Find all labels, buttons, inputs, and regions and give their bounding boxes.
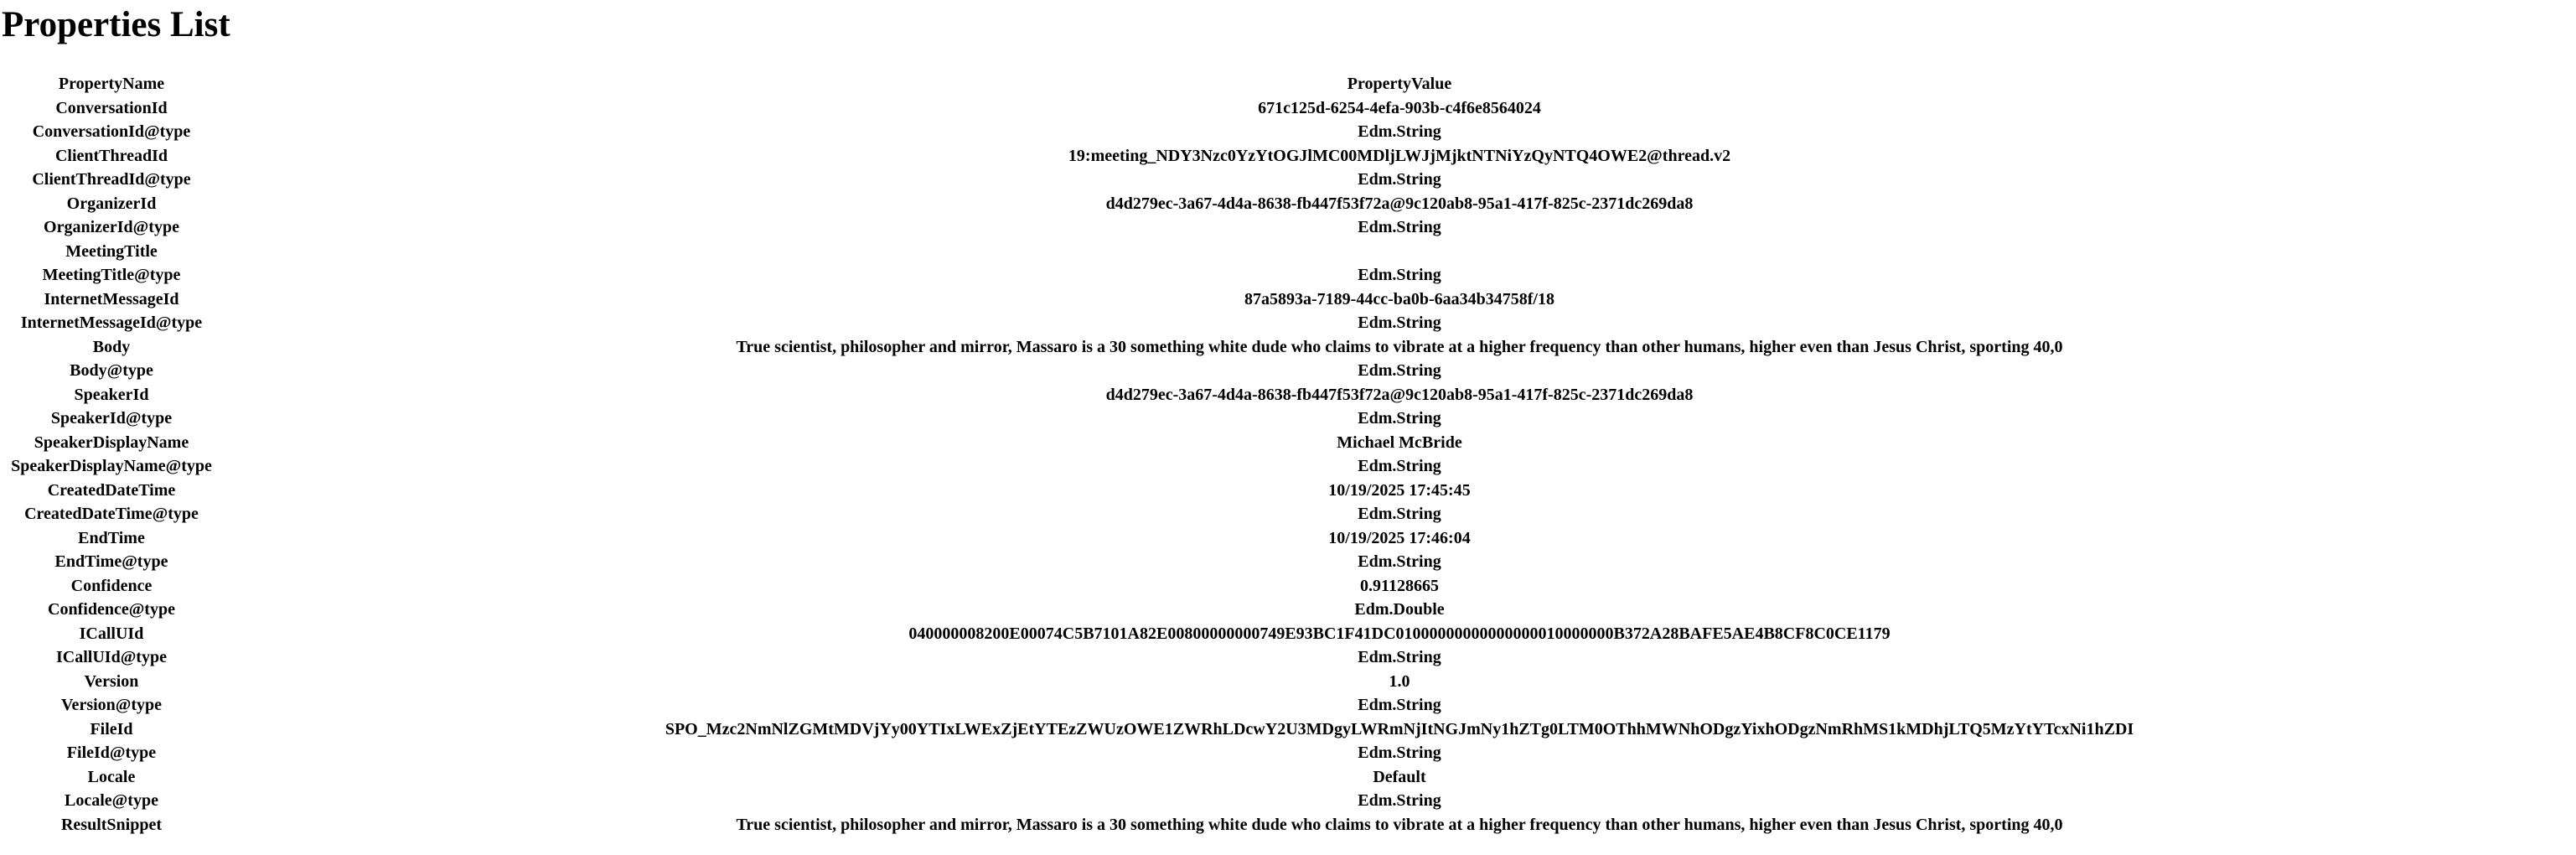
property-value-cell: Default [1373, 767, 1426, 786]
property-name-cell: Confidence [70, 576, 153, 595]
property-name-cell: SpeakerId@type [50, 409, 173, 428]
table-row [0, 670, 2576, 694]
property-name-cell: ResultSnippet [60, 815, 163, 834]
property-value-cell: 1.0 [1389, 671, 1410, 691]
property-name-cell: CreatedDateTime@type [24, 505, 199, 523]
property-value-cell: Edm.String [1358, 266, 1441, 284]
property-value-cell: Edm.String [1358, 122, 1441, 141]
property-name-cell: SpeakerId [74, 385, 149, 404]
property-value-cell: Edm.String [1358, 648, 1441, 666]
table-row [0, 550, 2576, 574]
table-row [0, 741, 2576, 765]
property-value-cell: Edm.String [1358, 744, 1441, 762]
property-name-cell: FileId [90, 719, 133, 738]
table-row [0, 335, 2576, 360]
property-name-cell: EndTime@type [54, 552, 168, 571]
table-row [0, 693, 2576, 718]
table-row [0, 96, 2576, 121]
table-row [0, 120, 2576, 144]
table-row [0, 383, 2576, 407]
property-value-cell: Edm.Double [1354, 600, 1445, 619]
table-row [0, 502, 2576, 526]
property-value-cell: 040000008200E00074C5B7101A82E00800000000749E93BC1F41DC01000000000000000010000000B372A28BAFE5AE4B8CF8C0CE1179 [908, 624, 1891, 643]
property-value-cell: True scientist, philosopher and mirror, Massaro is a 30 something white dude who claims to vibrate at a higher frequency than other humans, higher even than Jesus Christ, sporting 40,0 [736, 815, 2063, 834]
table-row [0, 215, 2576, 240]
property-name-cell: MeetingTitle [65, 241, 158, 261]
table-row [0, 526, 2576, 551]
table-row [0, 789, 2576, 813]
property-name-cell: InternetMessageId [44, 289, 179, 308]
property-name-cell: OrganizerId@type [44, 218, 179, 236]
property-value-cell: Edm.String [1358, 457, 1441, 475]
page-title: Properties List [2, 5, 230, 44]
property-name-cell: Locale@type [65, 791, 158, 810]
table-row [0, 359, 2576, 383]
property-name-cell: InternetMessageId@type [20, 314, 203, 332]
table-row [0, 574, 2576, 598]
table-row [0, 622, 2576, 646]
property-name-cell: SpeakerDisplayName [34, 433, 189, 452]
table-row [0, 718, 2576, 742]
property-value-cell: d4d279ec-3a67-4d4a-8638-fb447f53f72a@9c120ab8-95a1-417f-825c-2371dc269da8 [1105, 194, 1694, 213]
property-name-cell: ClientThreadId@type [32, 170, 191, 189]
table-row [0, 813, 2576, 837]
property-value-cell: 0.91128665 [1360, 576, 1439, 595]
property-value-cell: 19:meeting_NDY3Nzc0YzYtOGJlMC00MDljLWJjMjktNTNiYzQyNTQ4OWE2@thread.v2 [1068, 146, 1731, 165]
property-name-cell: Body [92, 337, 131, 356]
column-header-property-value: PropertyValue [1347, 75, 1452, 93]
table-row [0, 288, 2576, 312]
property-name-cell: ConversationId [55, 98, 168, 117]
table-row [0, 311, 2576, 335]
property-value-cell [223, 240, 2576, 264]
table-row [0, 144, 2576, 168]
table-row [0, 431, 2576, 455]
property-name-cell: FileId@type [66, 744, 157, 762]
property-name-cell: ICallUId@type [56, 648, 167, 666]
property-value-cell: SPO_Mzc2NmNlZGMtMDVjYy00YTIxLWExZjEtYTEzZWUzOWE1ZWRhLDcwY2U3MDgyLWRmNjItNGJmNy1hZTg0LTM0OThhMWNhODgzYixhODgzNmRhMS1kMDhjLTQ5MzYtYTcxNi1hZDI [665, 719, 2134, 738]
property-value-cell: Edm.String [1358, 314, 1441, 332]
property-name-cell: Version@type [60, 696, 163, 714]
property-name-cell: CreatedDateTime [47, 480, 176, 500]
property-name-cell: ICallUId [79, 624, 144, 643]
column-header-property-name: PropertyName [58, 75, 165, 93]
table-row [0, 192, 2576, 216]
property-value-cell: Edm.String [1358, 218, 1441, 236]
property-value-cell: Michael McBride [1337, 433, 1462, 452]
property-value-cell: True scientist, philosopher and mirror, Massaro is a 30 something white dude who claims to vibrate at a higher frequency than other humans, higher even than Jesus Christ, sporting 40,0 [736, 337, 2063, 356]
property-name-cell: Locale [87, 767, 136, 786]
table-row [0, 240, 2576, 264]
table-row [0, 454, 2576, 479]
table-row [0, 407, 2576, 431]
property-value-cell: d4d279ec-3a67-4d4a-8638-fb447f53f72a@9c120ab8-95a1-417f-825c-2371dc269da8 [1105, 385, 1694, 404]
property-value-cell: Edm.String [1358, 409, 1441, 428]
property-value-cell: 10/19/2025 17:46:04 [1328, 528, 1471, 547]
property-value-cell: Edm.String [1358, 696, 1441, 714]
properties-table-body [0, 96, 2576, 837]
table-row [0, 598, 2576, 622]
property-value-cell: Edm.String [1358, 552, 1441, 571]
property-name-cell: ConversationId@type [32, 122, 191, 141]
property-name-cell: SpeakerDisplayName@type [11, 457, 212, 475]
properties-table [0, 72, 2576, 837]
property-value-cell: Edm.String [1358, 170, 1441, 189]
table-row [0, 645, 2576, 670]
property-name-cell: ClientThreadId [54, 146, 168, 165]
property-name-cell: EndTime [78, 528, 145, 547]
property-name-cell: Body@type [70, 361, 153, 380]
property-value-cell: Edm.String [1358, 505, 1441, 523]
table-row [0, 168, 2576, 192]
property-name-cell: OrganizerId [66, 194, 157, 213]
table-row [0, 765, 2576, 790]
property-name-cell: MeetingTitle@type [42, 266, 181, 284]
table-row [0, 263, 2576, 288]
property-value-cell: 671c125d-6254-4efa-903b-c4f6e8564024 [1258, 98, 1541, 117]
property-value-cell: Edm.String [1358, 361, 1441, 380]
property-value-cell: 10/19/2025 17:45:45 [1328, 480, 1471, 500]
property-name-cell: Version [84, 671, 139, 691]
property-value-cell: Edm.String [1358, 791, 1441, 810]
property-value-cell: 87a5893a-7189-44cc-ba0b-6aa34b34758f/18 [1244, 289, 1554, 308]
property-name-cell: Confidence@type [48, 600, 175, 619]
table-row [0, 479, 2576, 503]
table-header-row [0, 72, 2576, 96]
